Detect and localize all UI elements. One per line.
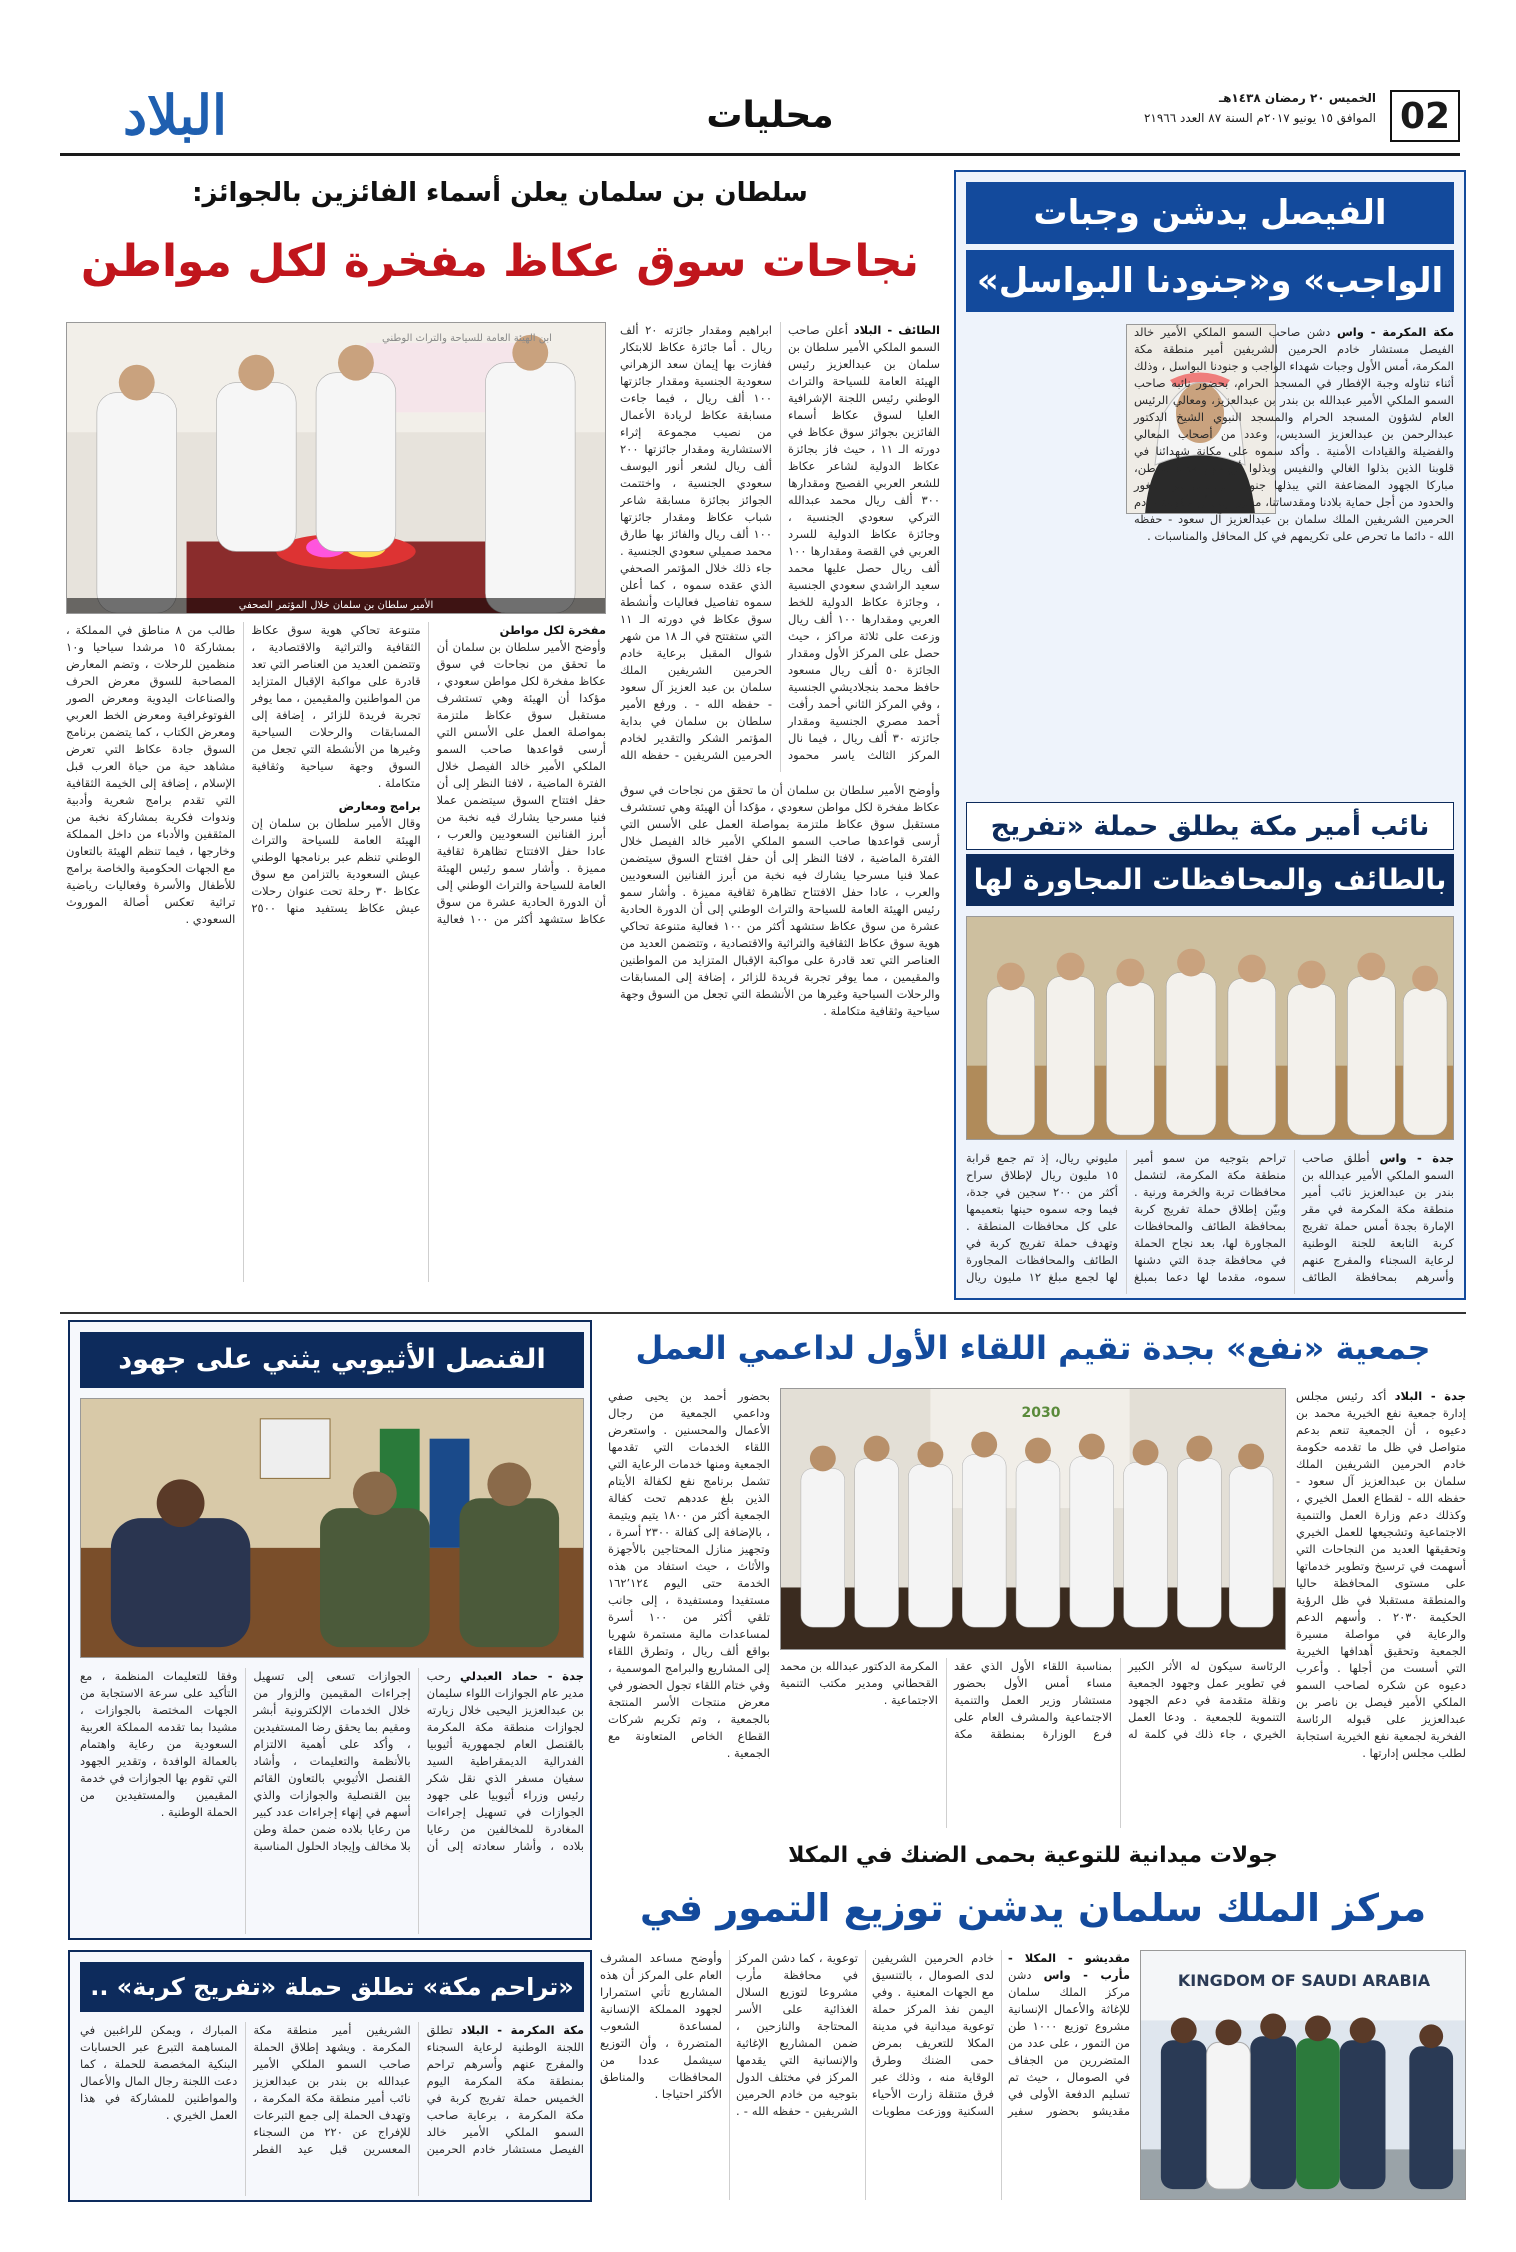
nafa-left-column — [608, 1388, 770, 1828]
issue-date — [1076, 88, 1376, 148]
somalia-article — [600, 1950, 1130, 2200]
main-photo-caption: الأمير سلطان بن سلمان خلال المؤتمر الصحفي — [67, 598, 605, 613]
main-story-photo — [66, 322, 606, 614]
somalia-photo — [1140, 1950, 1466, 2200]
somalia-headline: مركز الملك سلمان يدشن توزيع التمور في — [639, 1886, 1427, 1930]
press-conf-backdrop-text: ابن الهيئة العامة للسياحة والتراث الوطني — [382, 333, 552, 344]
section-title: محليات — [706, 95, 834, 136]
faisal-headline-line1: الفيصل يدشن وجبات — [966, 182, 1454, 244]
issue-date-hijri: الخميس ٢٠ رمضان ١٤٣٨هـ — [1219, 91, 1376, 105]
newspaper-logo: البلاد — [122, 83, 228, 147]
group-people-icon — [781, 1389, 1285, 1649]
right-boxed-column — [954, 170, 1466, 1300]
faisal-text — [974, 324, 1454, 789]
deputy-group-photo — [966, 916, 1454, 1140]
main-story-continuation — [66, 622, 606, 1282]
main-story-lead — [620, 322, 940, 772]
main-story-body: أعلن صاحب السمو الملكي الأمير سلطان بن سلمان بن عبدالعزيز رئيس الهيئة العامة للسياحة والتراث الوطني رئيس اللجنة الإشرافية العليا لسوق عكاظ أسماء الفائزين بجوائز سوق عكاظ في دورته الـ ١١ ، حيث فاز بجائزة عكاظ الدولية لشاعر عكاظ للشعر العربي الفصيح ومقدارها ٣٠٠ ألف ريال محمد عبدالله التركي سعودي الجنسية ، وجائزة عكاظ الدولية للسرد العربي في القصة ومقدارها ١٠٠ ألف ريال حصل عليها محمد سعيد الراشدي سعودي الجنسية ، وجائزة عكاظ الدولية للخط العربي ومقدارها ١٠٠ ألف ريال وزعت على ثلاثة مراكز ، حيث حصل على المركز الأول ومقدار الجائزة ٥٠ ألف ريال مسعود حافظ محمد بنجلاديشي الجنسية ، وفي المركز الثاني أحمد رأفت أحمد مصري الجنسية ومقدار جائزته ٣٠ ألف ريال ، فيما نال المركز الثالث ياسر محمود ابراهيم ومقدار جائزته ٢٠ ألف ريال . أما جائزة عكاظ للابتكار ففازت بها إيمان سعد الزهراني سعودية الجنسية ومقدار جائزتها ١٠٠ ألف ريال ، فيما جاءت مسابقة عكاظ لريادة الأعمال من نصيب مجموعة إثراء الاستشارية ومقدار جائزتها ٢٠٠ ألف ريال لشعر أنور اليوسف سعودي الجنسية ، واختتمت الجوائز بجائزة مسابقة شاعر شباب عكاظ ومقدار جائزتها ١٠٠ ألف ريال والفائز بها طارق محمد صميلي سعودي الجنسية . جاء ذلك خلال المؤتمر الصحفي الذي عقده سموه ، كما أعلن سموه تفاصيل فعاليات وأنشطة سوق عكاظ في دورته الـ ١١ التي ستفتتح في الـ ١٨ من شهر شوال المقبل برعاية خادم الحرمين الشريفين الملك سلمان بن عبد العزيز آل سعود - حفظه الله - . ورفع الأمير سلطان بن سلمان في بداية المؤتمر الشكر والتقدير لخادم الحرمين الشريفين - حفظه الله — [620, 323, 940, 762]
saudi-aid-banner-text: KINGDOM OF SAUDI ARABIA — [1177, 1971, 1431, 1990]
nafa-dateline: جدة - البلاد — [1394, 1389, 1466, 1403]
ethiopian-dateline: جدة - حماد العبدلي — [460, 1669, 584, 1683]
deputy-article — [966, 1150, 1454, 1294]
deputy-headline-line2: بالطائف والمحافظات المجاورة لها — [966, 854, 1454, 906]
main-subhead-2: برامج ومعارض — [338, 799, 421, 813]
divider-main-bottom — [60, 1312, 1466, 1314]
main-story-dateline: الطائف - البلاد — [853, 323, 940, 337]
tarahum-box — [68, 1950, 592, 2202]
main-story-kicker: سلطان بن سلمان يعلن أسماء الفائزين بالجوائز: — [192, 178, 808, 208]
ethiopian-box — [68, 1320, 592, 1940]
nafa-headline: جمعية «نفع» بجدة تقيم اللقاء الأول لداعمي العمل — [635, 1329, 1431, 1367]
main-sub1-body: وأوضح الأمير سلطان بن سلمان أن ما تحقق من نجاحات في سوق عكاظ مفخرة لكل مواطن سعودي ، مؤكدا أن الهيئة وهي تستشرف مستقبل سوق عكاظ ملتزمة بمواصلة العمل على الأسس التي أرسى قواعدها صاحب السمو الملكي الأمير خالد الفيصل خلال الفترة الماضية ، لافتا النظر إلى أن حفل افتتاح السوق سيتضمن عملا فنيا مسرحيا يشارك فيه نخبة من أبرز الفنانين السعوديين والعرب ، عادا حفل الافتتاح تظاهرة ثقافية مميزة . وأشار سمو رئيس الهيئة العامة للسياحة والتراث الوطني إلى أن الدورة الحادية عشرة من سوق عكاظ ستشهد أكثر من ١٠٠ فعالية متنوعة تحاكي هوية سوق عكاظ الثقافية والتراثية والاقتصادية ، وتتضمن العديد من العناصر التي تعد قادرة على مواكبة الإقبال المتزايد من المواطنين والمقيمين ، مما يوفر تجربة فريدة للزائر ، إضافة إلى المسابقات والرحلات السياحية وغيرها من الأنشطة التي تجعل من السوق وجهة سياحية وثقافية متكاملة . — [251, 623, 606, 926]
deputy-headline-line1: نائب أمير مكة يطلق حملة «تفريج — [966, 802, 1454, 850]
faisal-body: دشن صاحب السمو الملكي الأمير خالد الفيصل مستشار خادم الحرمين الشريفين أمير منطقة مكة المكرمة، أمس الأول وجبات شهداء الواجب و جنودنا البواسل ، وذلك أثناء تناوله وجبة الإفطار في المسجد الحرام، بحضور نائبه صاحب السمو الملكي الأمير عبدالله بن بندر بن عبدالعزيز، ومعالي الرئيس العام لشؤون المسجد الحرام والمسجد النبوي الشيخ الدكتور عبدالرحمن بن عبدالعزيز السديس، وعدد من أصحاب المعالي والفضيلة والقيادات الأمنية . وأكد سموه على مكانة شهدائنا في قلوبنا الذين بذلوا الغالي والنفيس وبذلوا أرواحهم فداء للوطن، مباركا الجهود المضاعفة التي يبذلها جنودنا البواسل في الثغور والحدود من أجل حماية بلادنا ومقدساتنا، مشيرا إلى أن حكومة خادم الحرمين الشريفين الملك سلمان بن عبدالعزيز آل سعود - حفظه الله - دائما ما تحرص على تكريمهم في كل المحافل والمناسبات . — [1134, 325, 1454, 543]
nafa-body-right: أكد رئيس مجلس إدارة جمعية نفع الخيرية محمد بن دعيوه ، أن الجمعية تنعم بدعم متواصل في ظل ما تقدمه حكومة خادم الحرمين الشريفين الملك سلمان بن عبدالعزيز آل سعود - حفظه الله - لقطاع العمل الخيري ، وكذلك دعم وزارة العمل والتنمية الاجتماعية وتشجيعها للعمل الخيري وتحقيقها العديد من النجاحات التي أسهمت في ترسيخ وتطوير خدماتها على مستوى المحافظة حاليا والمنطقة مستقبلا في ظل الرؤية الحكيمة ٢٠٣٠ . وأسهم الدعم والرعاية في مواصلة مسيرة الجمعية وتحقيق أهدافها الخيرية التي أسست من أجلها . وأعرب دعيوه عن شكره لصاحب السمو الملكي الأمير فيصل بن ناصر بن عبدالعزيز على قبوله الرئاسة الفخرية لجمعية نفع الخيرية استجابة لطلب مجلس إدارتها . — [1296, 1389, 1466, 1760]
group-people-icon — [967, 917, 1453, 1139]
somalia-kicker: جولات ميدانية للتوعية بحمى الضنك في المكلا — [788, 1843, 1278, 1868]
tarahum-headline: «تراحم مكة» تطلق حملة «تفريج كربة» .. — [80, 1962, 584, 2012]
main-sub1-body-repeat: وأوضح الأمير سلطان بن سلمان أن ما تحقق من نجاحات في سوق عكاظ مفخرة لكل مواطن سعودي ، مؤكدا أن الهيئة وهي تستشرف مستقبل سوق عكاظ ملتزمة بمواصلة العمل على الأسس التي أرسى قواعدها صاحب السمو الملكي الأمير خالد الفيصل خلال الفترة الماضية ، لافتا النظر إلى أن حفل افتتاح السوق سيتضمن عملا فنيا مسرحيا يشارك فيه نخبة من أبرز الفنانين السعوديين والعرب ، عادا حفل الافتتاح تظاهرة ثقافية مميزة . وأشار سمو رئيس الهيئة العامة للسياحة والتراث الوطني إلى أن الدورة الحادية عشرة من سوق عكاظ ستشهد أكثر من ١٠٠ فعالية متنوعة تحاكي هوية سوق عكاظ الثقافية والتراثية والاقتصادية ، وتتضمن العديد من العناصر التي تعد قادرة على مواكبة الإقبال المتزايد من المواطنين والمقيمين ، مما يوفر تجربة فريدة للزائر ، إضافة إلى المسابقات والرحلات السياحية وغيرها من الأنشطة التي تجعل من السوق وجهة سياحية وثقافية متكاملة . — [620, 783, 940, 1018]
page-number: 02 — [1390, 90, 1460, 142]
tarahum-article — [80, 2022, 584, 2196]
somalia-dateline: مقديشو - المكلا - مأرب - واس — [1008, 1951, 1130, 1982]
ethiopian-headline: القنصل الأثيوبي يثني على جهود — [80, 1332, 584, 1388]
issue-date-gregorian: الموافق ١٥ يونيو ٢٠١٧م السنة ٨٧ العدد ٢١٩٦٦ — [1143, 111, 1376, 125]
faisal-dateline: مكة المكرمة - واس — [1336, 325, 1454, 339]
meeting-office-icon — [81, 1399, 583, 1657]
main-story-headline: نجاحات سوق عكاظ مفخرة لكل مواطن — [80, 236, 920, 287]
faisal-article — [966, 324, 1454, 789]
ethiopian-photo — [80, 1398, 584, 1658]
nafa-bottom-text — [780, 1658, 1286, 1828]
press-conference-icon — [67, 323, 605, 613]
nafa-right-column — [1296, 1388, 1466, 1828]
deputy-dateline: جدة - واس — [1379, 1151, 1454, 1165]
tarahum-dateline: مكة المكرمة - البلاد — [461, 2023, 584, 2037]
ethiopian-body: رحب مدير عام الجوازات اللواء سليمان بن عبدالعزيز اليحيى خلال زيارته لجوازات منطقة مكة المكرمة بالقنصل العام لجمهورية أثيوبيا الفدرالية الديمقراطية السيد سفيان مسفر الذي نقل شكر رئيس وزراء أثيوبيا على جهود الجوازات في تسهيل إجراءات المغادرة للمخالفين من رعايا بلاده ، وأشار سعادته إلى أن الجوازات تسعى إلى تسهيل إجراءات المقيمين والزوار من خلال الخدمات الإلكترونية أبشر ومقيم بما يحقق رضا المستفيدين ، وأكد على أهمية الالتزام بالأنظمة والتعليمات ، وأشاد القنصل الأثيوبي بالتعاون القائم بين القنصلية والجوازات والذي أسهم في إنهاء إجراءات عدد كبير من رعايا بلاده ضمن حملة وطن بلا مخالف وإيجاد الحلول المناسبة وفقا للتعليمات المنظمة ، مع التأكيد على سرعة الاستجابة من الجهات المختصة بالجوازات ، مشيدا بما تقدمه المملكة العربية السعودية من رعاية واهتمام بالعمالة الوافدة ، وتقدير الجهود التي تقوم بها الجوازات في خدمة المقيمين والمستفيدين من الحملة الوطنية . — [80, 1669, 584, 1853]
masthead — [60, 80, 1460, 156]
somalia-body: دشن مركز الملك سلمان للإغاثة والأعمال الإنسانية مشروع توزيع ١٠٠٠ طن من التمور ، على عدد من المتضررين من الجفاف في الصومال ، حيث تم تسليم الدفعة الأولى في مقديشو بحضور سفير خادم الحرمين الشريفين لدى الصومال ، بالتنسيق مع الجهات المعنية . وفي اليمن نفذ المركز حملة توعوية ميدانية في مدينة المكلا للتعريف بمرض حمى الضنك وطرق الوقاية منه ، وذلك عبر فرق متنقلة زارت الأحياء السكنية ووزعت مطويات توعوية ، كما دشن المركز في محافظة مأرب مشروعا لتوزيع السلال الغذائية على الأسر المحتاجة والنازحين ، ضمن المشاريع الإغاثية والإنسانية التي يقدمها المركز في مختلف الدول بتوجيه من خادم الحرمين الشريفين - حفظه الله - . وأوضح مساعد المشرف العام على المركز أن هذه المشاريع تأتي استمرارا لجهود المملكة الإنسانية لمساعدة الشعوب المتضررة ، وأن التوزيع سيشمل عددا من المحافظات والمناطق الأكثر احتياجا . — [600, 1951, 1130, 2118]
main-subhead-1: مفخرة لكل مواطن — [499, 623, 606, 637]
main-story-right-lower — [620, 782, 940, 1282]
nafa-body-bottom: الرئاسة سيكون له الأثر الكبير في تطوير عمل وجهود الجمعية ونقلة متقدمة في دعم الجهود التنموية للجمعية . ودعا العمل الخيري ، جاء ذلك في كلمة له بمناسبة اللقاء الأول الذي عقد مساء أمس الأول بحضور مستشار وزير العمل والتنمية الاجتماعية والمشرف العام على فرع الوزارة بمنطقة مكة المكرمة الدكتور عبدالله بن محمد القحطاني ومدير مكتب التنمية الاجتماعية . — [780, 1659, 1286, 1741]
faisal-headline-line2: الواجب» و«جنودنا البواسل» — [966, 250, 1454, 312]
nafa-group-photo — [780, 1388, 1286, 1650]
ethiopian-article — [80, 1668, 584, 1934]
tarahum-body: تطلق اللجنة الوطنية لرعاية السجناء والمفرج عنهم وأسرهم تراحم بمنطقة مكة المكرمة اليوم الخميس حملة تفريج كربة في مكة المكرمة ، برعاية صاحب السمو الملكي الأمير خالد الفيصل مستشار خادم الحرمين الشريفين أمير منطقة مكة المكرمة . ويشهد إطلاق الحملة صاحب السمو الملكي الأمير عبدالله بن بندر بن عبدالعزيز نائب أمير منطقة مكة المكرمة ، وتهدف الحملة إلى جمع التبرعات للإفراج عن ٢٢٠ من السجناء المعسرين قبل عيد الفطر المبارك ، ويمكن للراغبين في المساهمة التبرع عبر الحسابات البنكية المخصصة للحملة ، كما دعت اللجنة رجال المال والأعمال والمواطنين للمشاركة في هذا العمل الخيري . — [80, 2023, 584, 2156]
main-sub2-body: وقال الأمير سلطان بن سلمان إن الهيئة العامة للسياحة والتراث الوطني تنظم عبر برنامجها الوطني عيش السعودية بالتزامن مع سوق عكاظ ٣٠ رحلة تحت عنوان رحلات عيش عكاظ يستفيد منها ٢٥٠٠ طالب من ٨ مناطق في المملكة ، بمشاركة ١٥ مرشدا سياحيا و١٠ منظمين للرحلات ، وتضم المعارض المصاحبة للسوق معرض الحرف والصناعات اليدوية ومعرض الصور الفوتوغرافية ومعرض الخط العربي ومعرض الكتاب ، كما يتضمن برنامج السوق جادة عكاظ التي تعرض مشاهد حية من حياة العرب قبل الإسلام ، إضافة إلى الخيمة الثقافية التي تقدم برامج شعرية وأدبية وندوات فكرية بمشاركة نخبة من المثقفين والأدباء من داخل المملكة وخارجها ، فيما تنظم الهيئة بالتعاون مع الجهات الحكومية والخاصة برامج للأطفال والأسرة وفعاليات رياضية تراثية تعكس أصالة الموروث السعودي . — [66, 623, 421, 926]
nafa-body-left: بحضور أحمد بن يحيى صفي وداعمي الجمعية من رجال الأعمال والمحسنين . واستعرض اللقاء الخدمات التي تقدمها الجمعية ومنها خدمات الرعاية التي تشمل برنامج نفع لكفالة الأيتام الذين بلغ عددهم تحت كفالة الجمعية أكثر من ١٨٠٠ يتيم ويتيمة ، بالإضافة إلى كفالة ٢٣٠٠ أسرة ، وتجهيز منازل المحتاجين بالأجهزة والأثاث ، حيث استفاد من هذه الخدمة حتى اليوم ١٦٢٬١٢٤ مستفيدا ومستفيدة ، إلى جانب تلقي أكثر من ١٠٠ أسرة لمساعدات مالية مستمرة شهريا بواقع ألف ريال ، وتطرق اللقاء إلى المشاريع والبرامج الموسمية ، وفي ختام اللقاء تجول الحضور في معرض منتجات الأسر المنتجة بالجمعية ، وتم تكريم شركات القطاع الخاص المتعاونة مع الجمعية . — [608, 1389, 770, 1760]
nafa-backdrop-2030: 2030 — [1021, 1405, 1061, 1421]
deputy-body: أطلق صاحب السمو الملكي الأمير عبدالله بن بندر بن عبدالعزيز نائب أمير منطقة مكة المكرمة في مقر الإمارة بجدة أمس حملة تفريج كربة التابعة للجنة الوطنية لرعاية السجناء والمفرج عنهم وأسرهم بمحافظة الطائف تراحم بتوجيه من سمو أمير منطقة مكة المكرمة، لتشمل محافظات تربة والخرمة ورنية . وبيّن إطلاق حملة تفريج كربة بمحافظة الطائف والمحافظات المجاورة لها، بعد نجاح الحملة في محافظة جدة التي دشنها سموه، مقدما لها دعما بمبلغ مليوني ريال، إذ تم جمع قرابة ١٥ مليون ريال لإطلاق سراح أكثر من ٢٠٠ سجين في جدة، فيما وجه سموه حينها بتعميمها على كل محافظات المنطقة . وتهدف حملة تفريج كربة في الطائف والمحافظات المجاورة لها لجمع مبلغ ١٢ مليون ريال — [966, 1151, 1454, 1284]
